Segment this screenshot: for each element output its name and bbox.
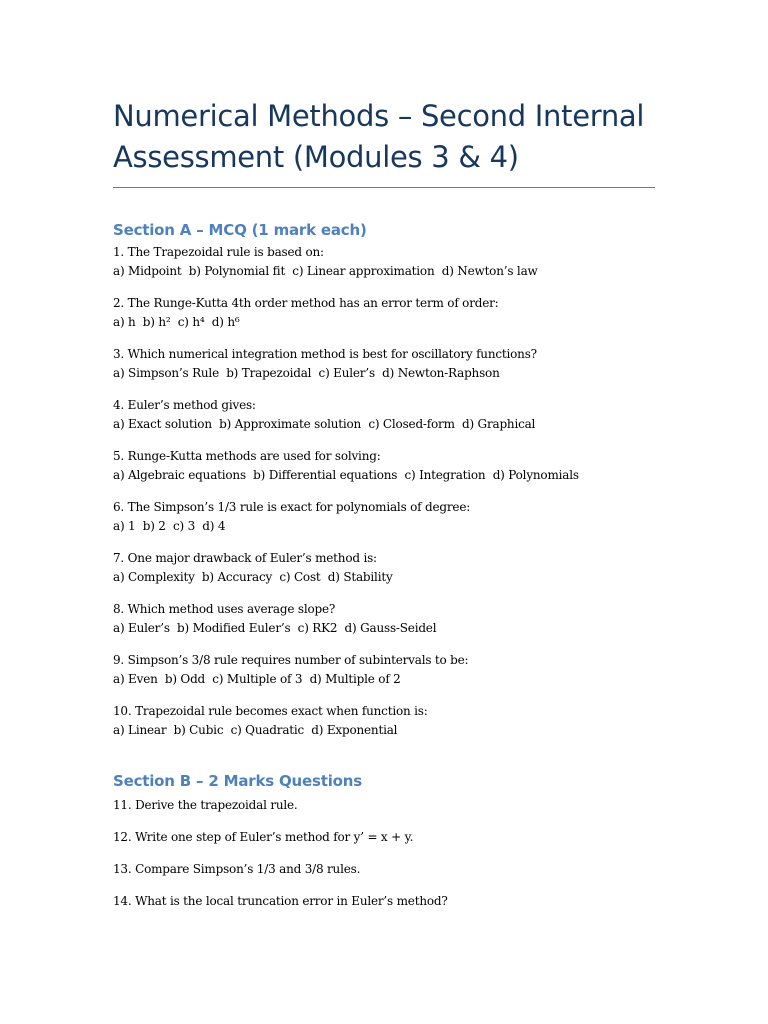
document-page <box>113 96 658 911</box>
mcq-list <box>113 243 658 740</box>
mcq-question-text: 10. Trapezoidal rule becomes exact when function is: <box>113 704 428 718</box>
mcq-question-text: 6. The Simpson’s 1/3 rule is exact for polynomials of degree: <box>113 500 471 514</box>
mcq-item <box>113 702 658 740</box>
section-b-heading: Section B – 2 Marks Questions <box>113 772 362 790</box>
mcq-question-text: 5. Runge-Kutta methods are used for solving: <box>113 449 381 463</box>
section-a-heading: Section A – MCQ (1 mark each) <box>113 221 367 239</box>
mcq-options-text: a) Algebraic equations b) Differential equations c) Integration d) Polynomials <box>113 468 579 482</box>
mcq-options-text: a) 1 b) 2 c) 3 d) 4 <box>113 519 226 533</box>
mcq-question-text: 8. Which method uses average slope? <box>113 602 336 616</box>
mcq-options-text: a) Simpson’s Rule b) Trapezoidal c) Euler’s d) Newton-Raphson <box>113 366 500 380</box>
mcq-question-text: 2. The Runge-Kutta 4th order method has an error term of order: <box>113 296 499 310</box>
mcq-options-text: a) Midpoint b) Polynomial fit c) Linear approximation d) Newton’s law <box>113 264 538 278</box>
mcq-item <box>113 549 658 587</box>
mcq-item <box>113 447 658 485</box>
mcq-question-text: 1. The Trapezoidal rule is based on: <box>113 245 324 259</box>
mcq-options-text: a) Euler’s b) Modified Euler’s c) RK2 d) Gauss-Seidel <box>113 621 437 635</box>
title-line-2: Assessment (Modules 3 & 4) <box>113 140 519 174</box>
mcq-question-text: 4. Euler’s method gives: <box>113 398 256 412</box>
short-question-list <box>113 796 658 911</box>
title-line-1: Numerical Methods – Second Internal <box>113 99 645 133</box>
mcq-question-text: 9. Simpson’s 3/8 rule requires number of subintervals to be: <box>113 653 469 667</box>
mcq-item <box>113 294 658 332</box>
mcq-item <box>113 243 658 281</box>
short-question: 12. Write one step of Euler’s method for y’ = x + y. <box>113 830 414 844</box>
mcq-question-text: 7. One major drawback of Euler’s method is: <box>113 551 377 565</box>
mcq-options-text: a) Exact solution b) Approximate solution c) Closed-form d) Graphical <box>113 417 536 431</box>
short-question: 13. Compare Simpson’s 1/3 and 3/8 rules. <box>113 862 361 876</box>
mcq-options-text: a) Linear b) Cubic c) Quadratic d) Exponential <box>113 723 398 737</box>
title-underline <box>113 187 655 188</box>
mcq-item <box>113 498 658 536</box>
document-title <box>113 96 658 178</box>
mcq-item <box>113 345 658 383</box>
mcq-item <box>113 396 658 434</box>
mcq-options-text: a) Even b) Odd c) Multiple of 3 d) Multiple of 2 <box>113 672 401 686</box>
mcq-item <box>113 600 658 638</box>
mcq-options-text: a) Complexity b) Accuracy c) Cost d) Stability <box>113 570 393 584</box>
short-question: 11. Derive the trapezoidal rule. <box>113 798 298 812</box>
mcq-options-text: a) h b) h² c) h⁴ d) h⁶ <box>113 315 240 329</box>
mcq-question-text: 3. Which numerical integration method is best for oscillatory functions? <box>113 347 537 361</box>
short-question: 14. What is the local truncation error in Euler’s method? <box>113 894 448 908</box>
mcq-item <box>113 651 658 689</box>
